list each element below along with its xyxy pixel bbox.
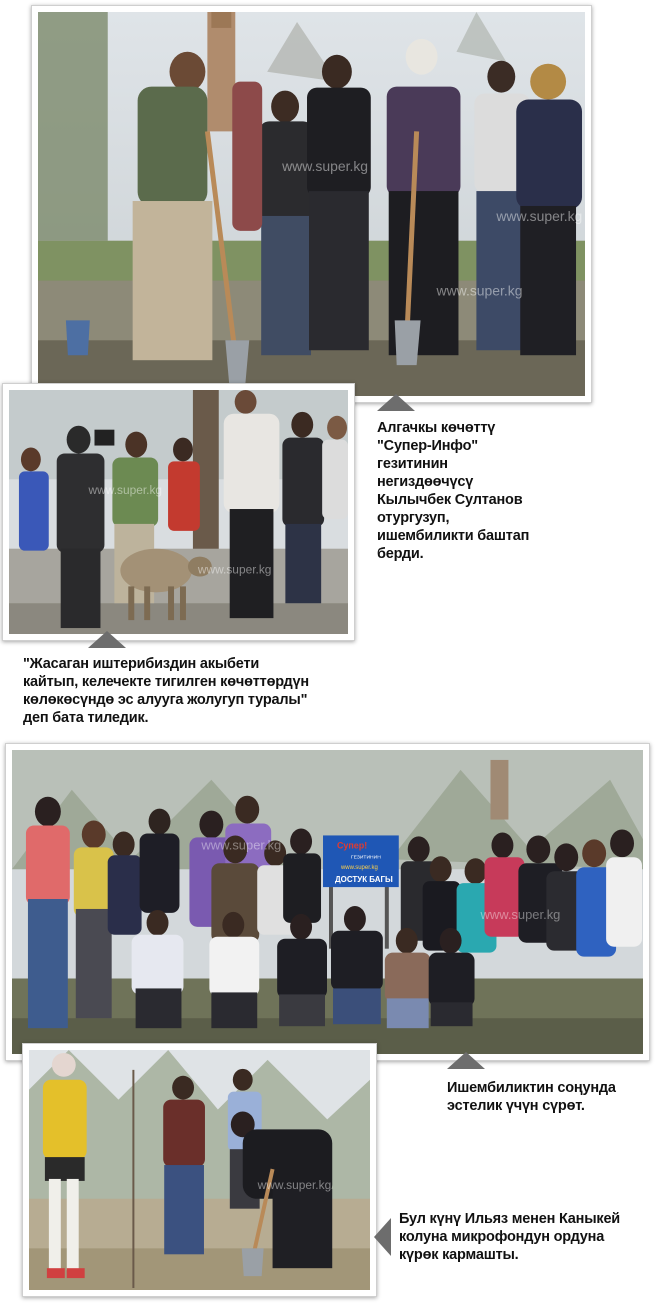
watermark: www.super.kg xyxy=(257,1177,332,1192)
caption-ilyaz-kanykei: Бул күнү Ильяз менен Каныкей колуна микрофондун ордуна күрөк кармашты. xyxy=(399,1211,621,1263)
watermark: www.super.kg xyxy=(496,207,583,224)
pointer-caption-4 xyxy=(374,1218,391,1256)
photo-group-memorial xyxy=(12,750,643,1054)
sign-line-1: ГЕЗИТИНИН xyxy=(350,855,381,861)
watermark: www.super.kg xyxy=(201,837,282,853)
caption-memorial-photo: Ишембиликтин соңунда эстелик үчүн сүрөт. xyxy=(447,1080,616,1114)
photo-planting-group xyxy=(38,12,585,396)
photo-couple-planting xyxy=(29,1050,370,1290)
photo-frame-2 xyxy=(2,383,355,641)
pointer-caption-1 xyxy=(377,394,415,411)
photo-frame-4 xyxy=(22,1043,377,1297)
photo-2-image xyxy=(9,390,348,634)
watermark: www.super.kg xyxy=(436,282,523,299)
sign-line-3: ДОСТУК БАГЫ xyxy=(334,875,393,885)
photo-1-image xyxy=(38,12,585,396)
watermark: www.super.kg xyxy=(88,483,163,498)
sign-logo: Супер! xyxy=(336,840,368,851)
pointer-caption-2 xyxy=(88,631,126,648)
sign-line-2: www.super.kg xyxy=(340,865,378,872)
watermark: www.super.kg xyxy=(197,562,272,577)
photo-4-image xyxy=(29,1050,370,1290)
photo-sheep-gathering xyxy=(9,390,348,634)
pointer-caption-3 xyxy=(447,1052,485,1069)
caption-founder-planting: Алгачкы көчөттү "Супер-Инфо" гезитинин негиздөөчүсү Кылычбек Султанов отургузуп, ишембиликти баштап берди. xyxy=(377,420,530,562)
watermark: www.super.kg xyxy=(480,906,561,922)
watermark: www.super.kg xyxy=(282,158,369,175)
photo-frame-3 xyxy=(5,743,650,1061)
caption-blessing: "Жасаган иштерибиздин акыбети кайтып, келечекте тигилген көчөттөрдүн көлөкөсүндө эс алууга жолугуп туралы" деп бата тиледик. xyxy=(23,656,309,726)
photo-3-image xyxy=(12,750,643,1054)
photo-frame-1 xyxy=(31,5,592,403)
